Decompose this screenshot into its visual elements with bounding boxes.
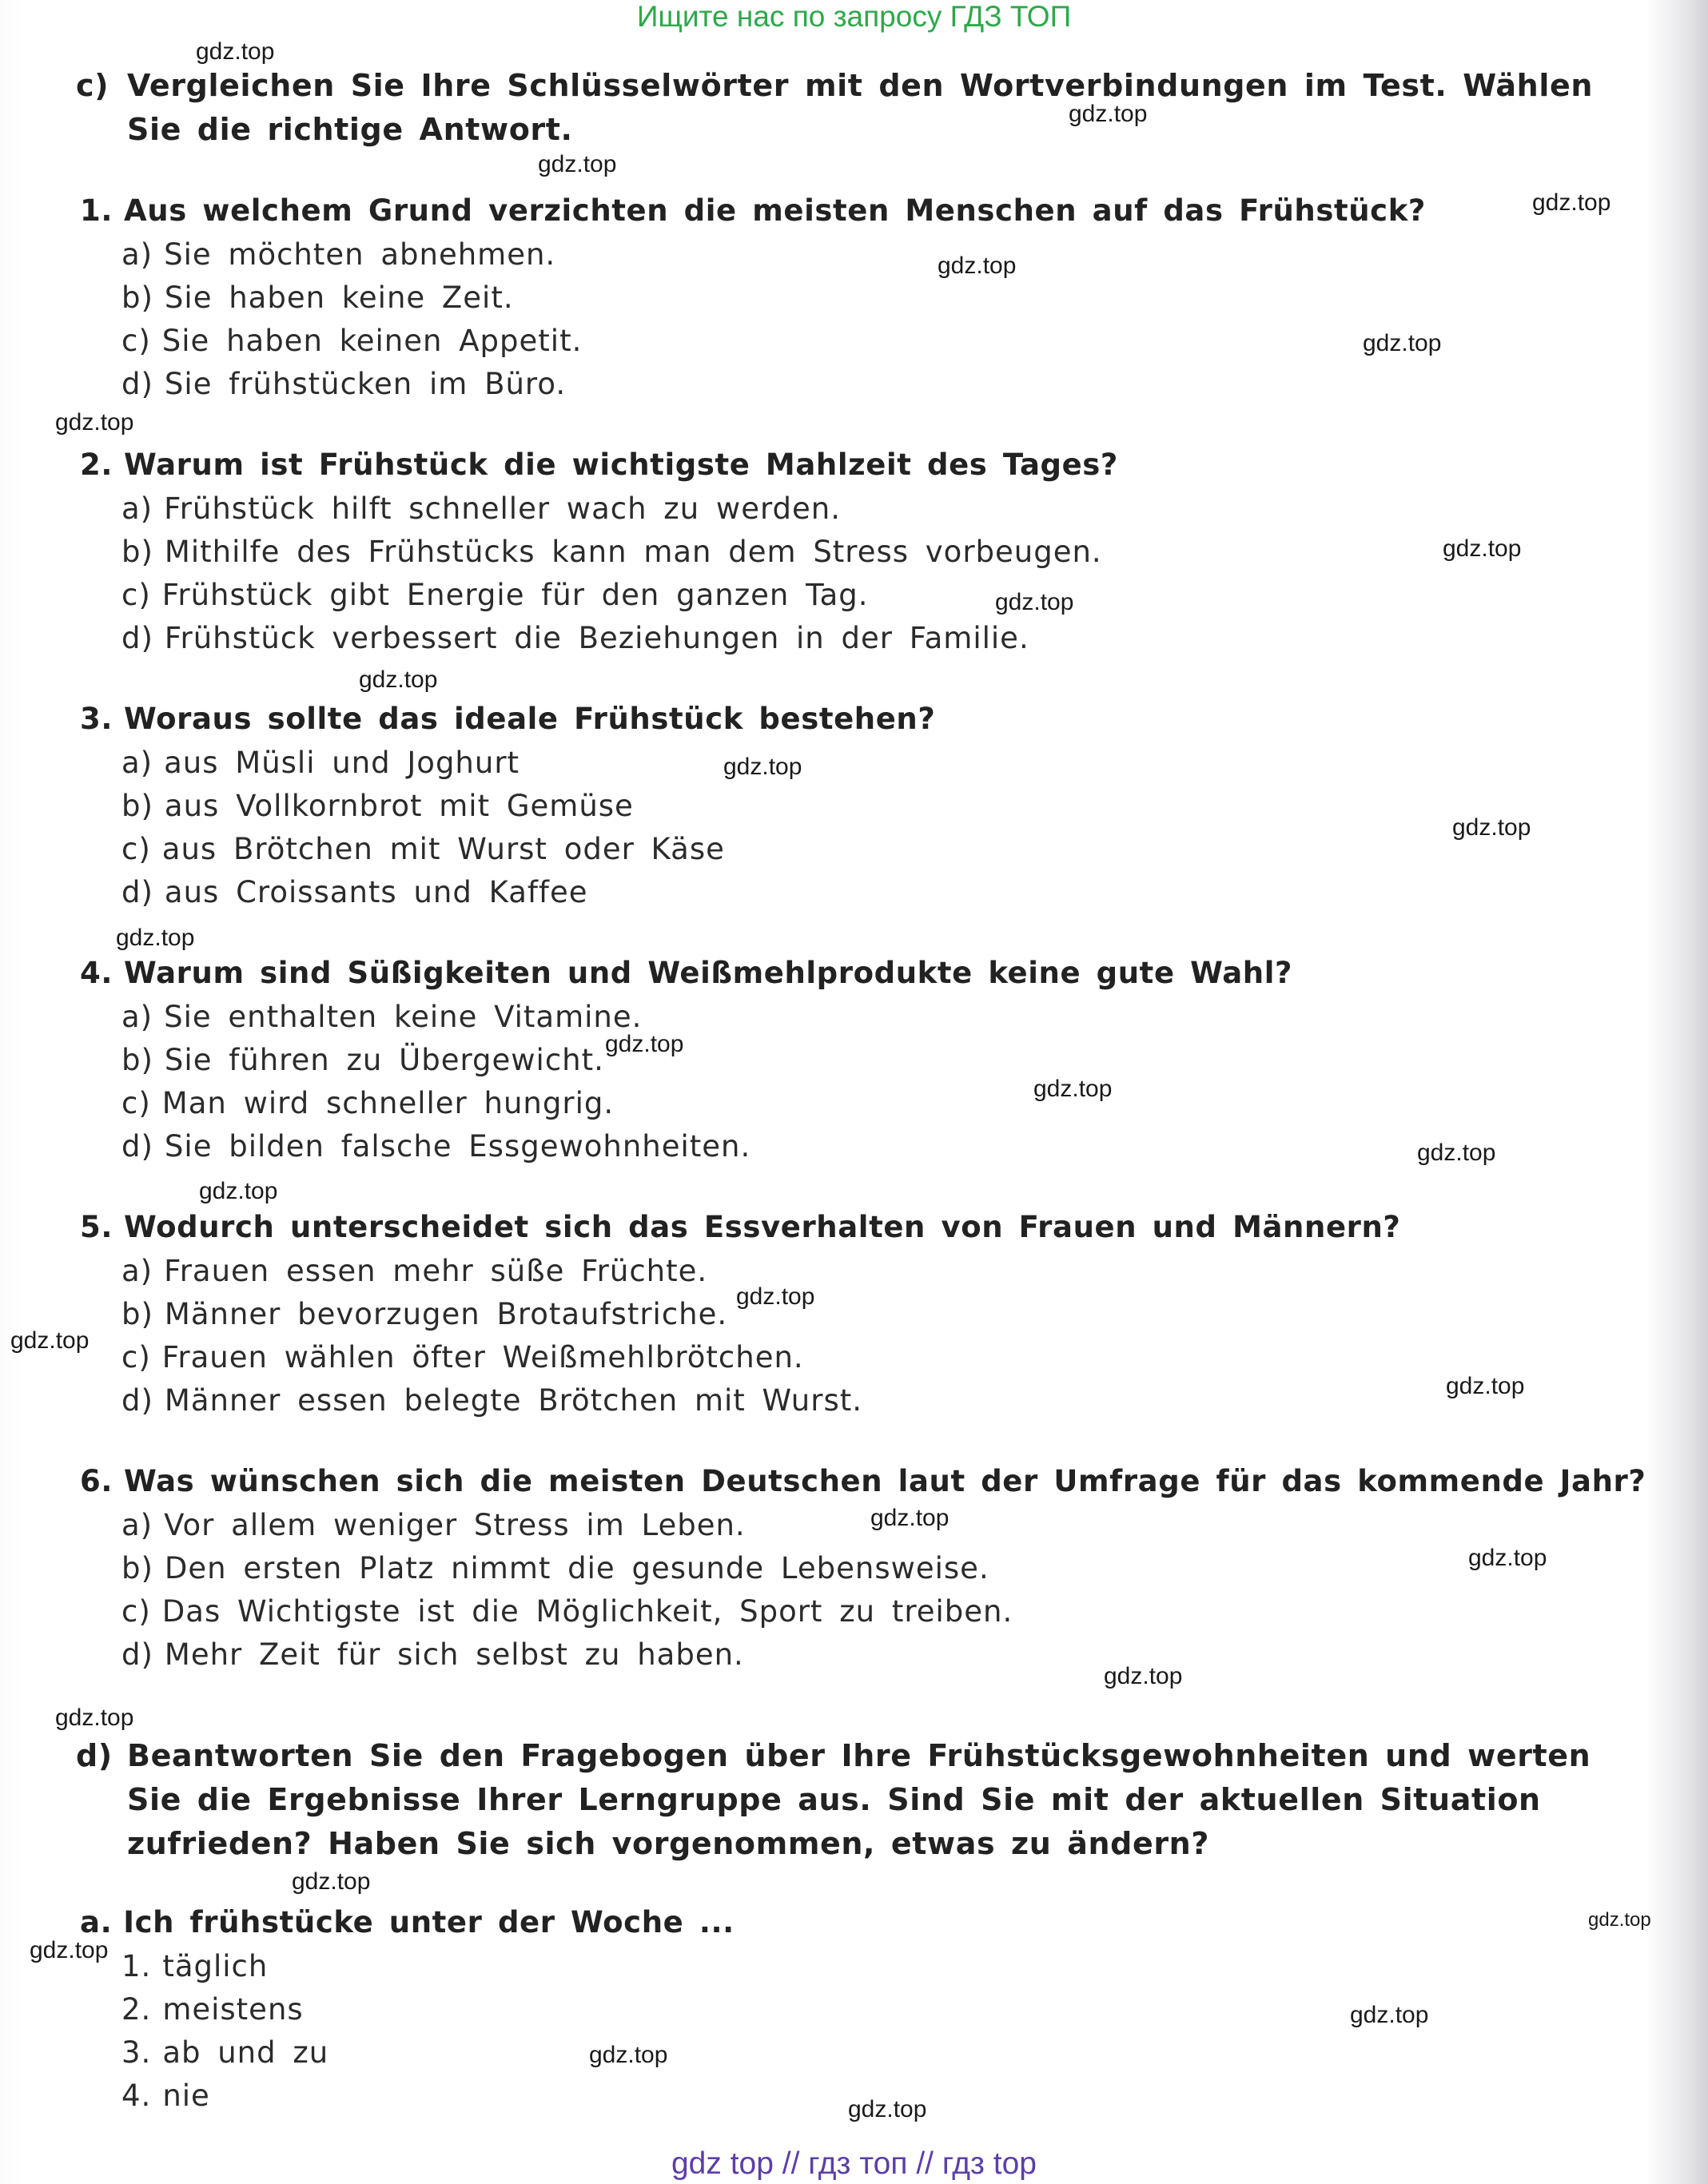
task-d-instruction <box>76 1734 1658 1866</box>
answer-label: b) <box>121 789 153 823</box>
watermark-label: gdz.top <box>938 253 1017 279</box>
watermark-label: gdz.top <box>196 38 275 65</box>
watermark-label: gdz.top <box>870 1505 950 1531</box>
answer-label: c) <box>121 324 151 358</box>
task-text: Vergleichen Sie Ihre Schlüsselwörter mit den Wortverbindungen im Test. Wählen Sie die richtige Antwort. <box>127 68 1593 147</box>
question-heading <box>80 190 1646 232</box>
answer-label: a) <box>121 1508 153 1542</box>
question-heading <box>80 1461 1646 1502</box>
question-number: 4. <box>80 956 113 990</box>
bottom-banner-separator: // <box>916 2146 934 2181</box>
watermark-label: gdz.top <box>116 925 195 951</box>
answer-text: Sie haben keine Zeit. <box>164 280 514 315</box>
watermark-label: gdz.top <box>1468 1545 1547 1571</box>
answer-label: 2. <box>121 1992 152 2027</box>
answer-label: 1. <box>121 1949 152 1983</box>
question-2 <box>80 444 1646 660</box>
answer-text: Männer essen belegte Brötchen mit Wurst. <box>164 1383 863 1418</box>
answer-text: Frühstück gibt Energie für den ganzen Tag. <box>161 578 869 612</box>
answer-label: b) <box>121 1043 153 1077</box>
answer-option <box>121 785 1646 828</box>
answer-text: Sie frühstücken im Büro. <box>164 367 567 401</box>
watermark-label: gdz.top <box>589 2042 668 2068</box>
task-text: Beantworten Sie den Fragebogen über Ihre Frühstücksgewohnheiten und werten Sie die Ergebnisse Ihrer Lerngruppe aus. Sind Sie mit der aktuellen Situation zufrieden? Haben Sie sich vorgenommen, etwas zu ändern? <box>127 1738 1591 1861</box>
watermark-label: gdz.top <box>848 2096 927 2122</box>
answer-label: d) <box>121 875 153 909</box>
question-text: Warum sind Süßigkeiten und Weißmehlprodukte keine gute Wahl? <box>124 956 1293 990</box>
watermark-label: gdz.top <box>1446 1373 1525 1399</box>
answer-text: Den ersten Platz nimmt die gesunde Lebensweise. <box>164 1551 989 1585</box>
answer-label: d) <box>121 621 153 655</box>
answer-list <box>121 487 1646 660</box>
answer-text: Man wird schneller hungrig. <box>161 1086 615 1120</box>
answer-option <box>121 1590 1646 1633</box>
answer-text: Mehr Zeit für sich selbst zu haben. <box>164 1637 744 1672</box>
watermark-label: gdz.top <box>1588 1909 1651 1931</box>
answer-text: Sie enthalten keine Vitamine. <box>164 1000 643 1034</box>
answer-label: b) <box>121 1551 153 1585</box>
watermark-label: gdz.top <box>1350 2002 1429 2028</box>
question-text: Aus welchem Grund verzichten die meisten Menschen auf das Frühstück? <box>124 193 1426 228</box>
answer-label: a) <box>121 237 153 272</box>
answer-label: c) <box>121 832 151 866</box>
answer-label: c) <box>121 578 151 612</box>
watermark-label: gdz.top <box>736 1283 815 1310</box>
question-4 <box>80 953 1646 1168</box>
watermark-label: gdz.top <box>55 409 134 436</box>
answer-option <box>121 1945 1646 1988</box>
answer-label: d) <box>121 1637 153 1672</box>
answer-label: b) <box>121 535 153 569</box>
watermark-label: gdz.top <box>1417 1140 1496 1166</box>
task-letter: d) <box>76 1738 113 1773</box>
answer-label: d) <box>121 1383 153 1418</box>
question-number: 5. <box>80 1210 113 1244</box>
answer-list <box>121 1250 1646 1422</box>
watermark-label: gdz.top <box>199 1178 278 1204</box>
answer-option <box>121 828 1646 871</box>
answer-text: aus Müsli und Joghurt <box>164 746 520 780</box>
answer-text: täglich <box>162 1949 269 1983</box>
answer-option <box>121 487 1646 531</box>
answer-option <box>121 1336 1646 1379</box>
answer-label: d) <box>121 367 153 401</box>
answer-option <box>121 574 1646 617</box>
answer-text: Sie haben keinen Appetit. <box>161 324 583 358</box>
answer-text: Sie bilden falsche Essgewohnheiten. <box>164 1129 751 1164</box>
question-heading <box>80 1207 1646 1248</box>
answer-label: 4. <box>121 2079 152 2113</box>
answer-text: Vor allem weniger Stress im Leben. <box>164 1508 746 1542</box>
answer-label: c) <box>121 1594 151 1629</box>
question-heading <box>80 953 1646 994</box>
answer-label: 3. <box>121 2035 152 2070</box>
answer-text: Männer bevorzugen Brotaufstriche. <box>164 1297 728 1331</box>
answer-option <box>121 233 1646 276</box>
watermark-label: gdz.top <box>538 151 617 177</box>
answer-text: meistens <box>162 1992 304 2027</box>
answer-option <box>121 1379 1646 1422</box>
watermark-label: gdz.top <box>1104 1663 1183 1689</box>
answer-option <box>121 742 1646 785</box>
question-heading <box>80 698 1646 740</box>
answer-text: Sie möchten abnehmen. <box>164 237 556 272</box>
bottom-banner-separator: // <box>782 2146 800 2181</box>
watermark-label: gdz.top <box>723 754 802 780</box>
question-number: a. <box>80 1905 113 1939</box>
answer-label: a) <box>121 491 153 526</box>
answer-option <box>121 996 1646 1039</box>
watermark-label: gdz.top <box>1069 101 1148 127</box>
answer-option <box>121 617 1646 660</box>
answer-text: ab und zu <box>162 2035 329 2070</box>
answer-option <box>121 2031 1646 2075</box>
answer-option <box>121 1039 1646 1082</box>
answer-text: aus Vollkornbrot mit Gemüse <box>164 789 634 823</box>
top-banner: Ищите нас по запросу ГДЗ ТОП <box>636 0 1072 33</box>
question-6 <box>80 1461 1646 1677</box>
question-3 <box>80 698 1646 914</box>
question-number: 1. <box>80 193 113 228</box>
watermark-label: gdz.top <box>1363 330 1442 356</box>
watermark-label: gdz.top <box>359 666 438 693</box>
answer-option <box>121 363 1646 406</box>
question-5 <box>80 1207 1646 1422</box>
answer-text: Frühstück verbessert die Beziehungen in der Familie. <box>164 621 1029 655</box>
watermark-label: gdz.top <box>10 1327 90 1354</box>
answer-list <box>121 233 1646 406</box>
answer-text: Mithilfe des Frühstücks kann man dem Stress vorbeugen. <box>164 535 1102 569</box>
answer-text: aus Croissants und Kaffee <box>164 875 588 909</box>
question-number: 3. <box>80 702 113 736</box>
answer-text: Das Wichtigste ist die Möglichkeit, Sport zu treiben. <box>161 1594 1013 1629</box>
bottom-banner-part: гдз top <box>942 2146 1037 2181</box>
answer-label: c) <box>121 1086 151 1120</box>
answer-text: Frauen essen mehr süße Früchte. <box>164 1254 708 1288</box>
answer-text: Frühstück hilft schneller wach zu werden. <box>164 491 841 526</box>
watermark-label: gdz.top <box>605 1031 684 1057</box>
question-text: Wodurch unterscheidet sich das Essverhalten von Frauen und Männern? <box>124 1210 1401 1244</box>
watermark-label: gdz.top <box>1443 535 1522 562</box>
answer-label: b) <box>121 280 153 315</box>
task-letter: c) <box>76 68 109 103</box>
question-heading <box>80 444 1646 486</box>
answer-option <box>121 1547 1646 1590</box>
question-text: Was wünschen sich die meisten Deutschen laut der Umfrage für das kommende Jahr? <box>124 1464 1646 1498</box>
answer-list <box>121 1945 1646 2118</box>
watermark-label: gdz.top <box>1033 1076 1113 1102</box>
watermark-label: gdz.top <box>292 1868 371 1895</box>
watermark-label: gdz.top <box>30 1937 109 1963</box>
answer-text: aus Brötchen mit Wurst oder Käse <box>161 832 725 866</box>
question-1 <box>80 190 1646 406</box>
question-number: 6. <box>80 1464 113 1498</box>
watermark-label: gdz.top <box>1452 814 1531 841</box>
answer-list <box>121 742 1646 914</box>
answer-text: nie <box>162 2079 210 2113</box>
question-text: Woraus sollte das ideale Frühstück bestehen? <box>124 702 936 736</box>
answer-label: d) <box>121 1129 153 1164</box>
answer-option <box>121 276 1646 320</box>
question-heading <box>80 1902 1646 1943</box>
bottom-banner <box>0 2146 1708 2182</box>
answer-label: b) <box>121 1297 153 1331</box>
answer-option <box>121 1250 1646 1293</box>
watermark-label: gdz.top <box>55 1705 134 1731</box>
task-c-instruction <box>76 64 1658 152</box>
question-text: Ich frühstücke unter der Woche ... <box>123 1905 735 1939</box>
answer-option <box>121 1293 1646 1336</box>
answer-text: Frauen wählen öfter Weißmehlbrötchen. <box>161 1340 804 1374</box>
answer-text: Sie führen zu Übergewicht. <box>164 1043 604 1077</box>
watermark-label: gdz.top <box>1532 189 1611 216</box>
answer-option <box>121 1633 1646 1677</box>
answer-label: a) <box>121 1000 153 1034</box>
answer-label: a) <box>121 746 153 780</box>
answer-option <box>121 871 1646 914</box>
answer-option <box>121 531 1646 574</box>
answer-option <box>121 1082 1646 1125</box>
bottom-banner-part: гдз топ <box>808 2146 908 2181</box>
bottom-banner-part: gdz top <box>671 2146 774 2181</box>
question-number: 2. <box>80 448 113 482</box>
answer-label: c) <box>121 1340 151 1374</box>
answer-label: a) <box>121 1254 153 1288</box>
watermark-label: gdz.top <box>995 589 1074 615</box>
question-text: Warum ist Frühstück die wichtigste Mahlzeit des Tages? <box>124 448 1118 482</box>
